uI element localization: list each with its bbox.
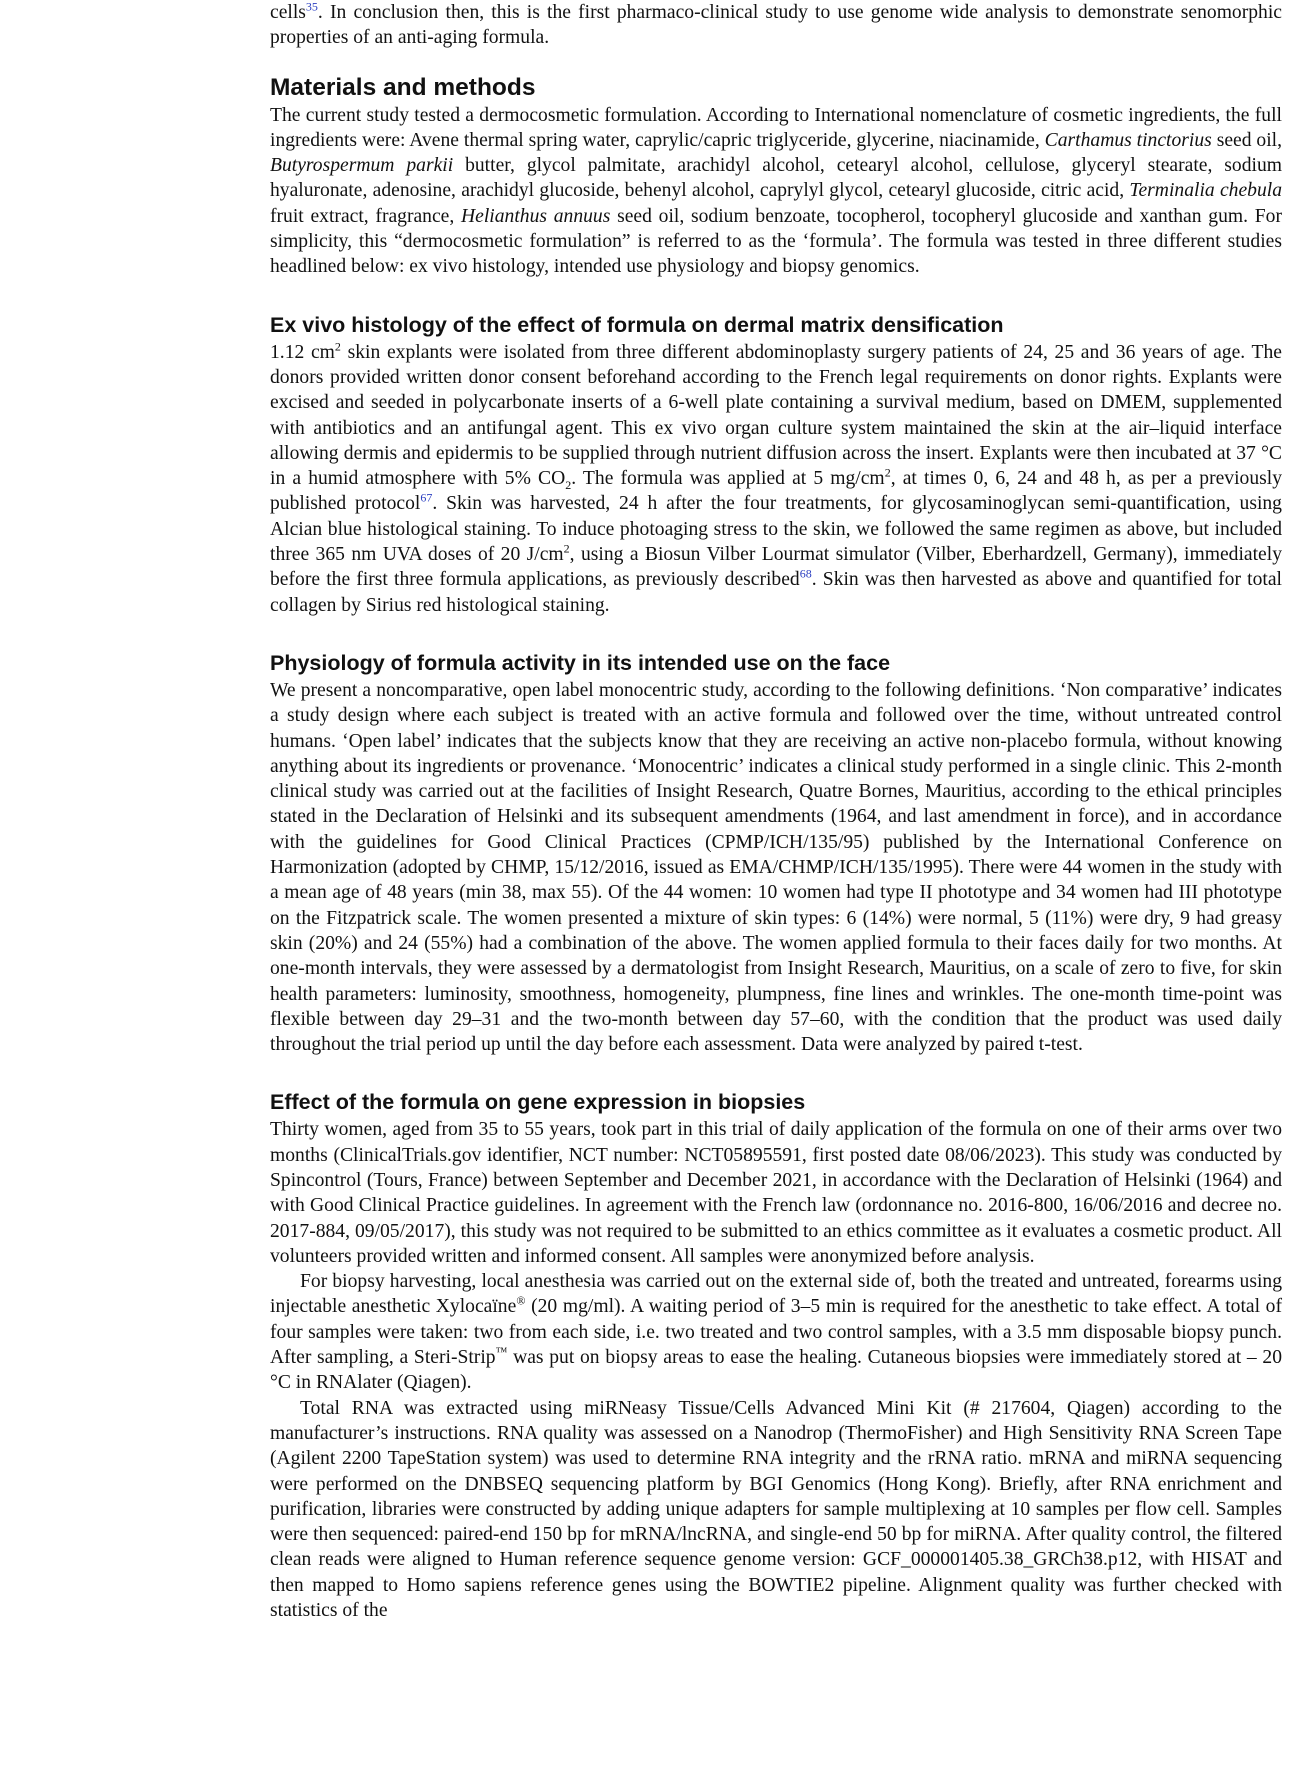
- exvivo-paragraph: [270, 340, 1282, 618]
- body-text: (20 mg/ml). A waiting period of 3–5 min is required for the anesthetic to take effect. A total of four samples were taken: two from each side, i.e. two treated and two control samples, with a 3.5 mm disposable biopsy punch. After sampling, a Steri-Strip: [270, 1296, 1283, 1369]
- physiology-paragraph: We present a noncomparative, open label monocentric study, according to the following definitions. ‘Non comparative’ indicates a study design where each subject is treated with an active formula and followed over the time, without untreated control humans. ‘Open label’ indicates that the subjects know that they are receiving an active non-placebo formula, without knowing anything about its ingredients or provenance. ‘Monocentric’ indicates a clinical study performed in a single clinic. This 2-month clinical study was carried out at the facilities of Insight Research, Quatre Bornes, Mauritius, according to the ethical principles stated in the Declaration of Helsinki and its subsequent amendments (1964, and last amendment in force), and in accordance with the guidelines for Good Clinical Practices (CPMP/ICH/135/95) published by the International Conference on Harmonization (adopted by CHMP, 15/12/2016, issued as EMA/CHMP/ICH/135/1995). There were 44 women in the study with a mean age of 48 years (min 38, max 55). Of the 44 women: 10 women had type II phototype and 34 women had III phototype on the Fitzpatrick scale. The women presented a mixture of skin types: 6 (14%) were normal, 5 (11%) were dry, 9 had greasy skin (20%) and 24 (55%) had a combination of the above. The women applied formula to their faces daily for two months. At one-month intervals, they were assessed by a dermatologist from Insight Research, Mauritius, on a scale of zero to five, for skin health parameters: luminosity, smoothness, homogeneity, plumpness, fine lines and wrinkles. The one-month time-point was flexible between day 29–31 and the two-month between day 57–60, with the condition that the product was used daily throughout the trial period up until the day before each assessment. Data were analyzed by paired t-test.: [270, 679, 1282, 1056]
- intro-word: cells: [270, 2, 306, 23]
- body-text: was put on biopsy areas to ease the healing. Cutaneous biopsies were immediately stored at – 20 °C in RNAlater (Qiagen).: [270, 1347, 1283, 1394]
- subscript: 2: [565, 478, 572, 493]
- section-heading-physiology: Physiology of formula activity in its intended use on the face: [270, 650, 891, 675]
- intro-paragraph: [270, 0, 1282, 51]
- registered-mark: ®: [516, 1293, 526, 1308]
- reference-link[interactable]: 68: [799, 566, 812, 581]
- superscript: 2: [563, 541, 570, 556]
- species-name: Butyrospermum parkii: [270, 155, 454, 177]
- body-text: The current study tested a dermocosmetic formulation. According to International nomenclature of cosmetic ingredients, the full ingredients were: Avene thermal spring water, caprylic/capric triglyceride, glycerine, niacinamide,: [270, 104, 1282, 151]
- body-text: For biopsy harvesting, local anesthesia was carried out on the external side of, both the treated and untreated, forearms using injectable anesthetic Xylocaïne: [270, 1271, 1282, 1318]
- paper-page: [270, 0, 1282, 1623]
- biopsies-paragraph-3: Total RNA was extracted using miRNeasy Tissue/Cells Advanced Mini Kit (# 217604, Qiagen) according to the manufacturer’s instructions. RNA quality was assessed on a Nanodrop (ThermoFisher) and High Sensitivity RNA Screen Tape (Agilent 2200 TapeStation system) was used to determine RNA integrity and the rRNA ratio. mRNA and miRNA sequencing were performed on the DNBSEQ sequencing platform by BGI Genomics (Hong Kong). Briefly, after RNA enrichment and purification, libraries were constructed by adding unique adapters for sample multiplexing at 10 samples per flow cell. Samples were then sequenced: paired-end 150 bp for mRNA/lncRNA, and single-end 50 bp for miRNA. After quality control, the filtered clean reads were aligned to Human reference sequence genome version: GCF_000001405.38_GRCh38.p12, with HISAT and then mapped to Homo sapiens reference genes using the BOWTIE2 pipeline. Alignment quality was further checked with statistics of the: [270, 1397, 1282, 1622]
- body-text: . Skin was harvested, 24 h after the four treatments, for glycosaminoglycan semi-quantification, using Alcian blue histological staining. To induce photoaging stress to the skin, we followed the same regimen as above, but included three 365 nm UVA doses of 20 J/cm: [270, 493, 1282, 566]
- body-text: . Skin was then harvested as above and quantified for total collagen by Sirius red histological staining.: [270, 569, 1282, 616]
- reference-link[interactable]: 35: [305, 0, 318, 14]
- section-heading-exvivo: Ex vivo histology of the effect of formula on dermal matrix densification: [270, 312, 1004, 337]
- section-heading-materials: Materials and methods: [270, 73, 536, 101]
- section-heading-biopsies: Effect of the formula on gene expression in biopsies: [270, 1090, 806, 1115]
- biopsies-paragraph-1: Thirty women, aged from 35 to 55 years, took part in this trial of daily application of the formula on one of their arms over two months (ClinicalTrials.gov identifier, NCT number: NCT05895591, first posted date 08/06/2023). This study was conducted by Spincontrol (Tours, France) between September and December 2021, in accordance with the Declaration of Helsinki (1964) and with Good Clinical Practice guidelines. In agreement with the French law (ordonnance no. 2016-800, 16/06/2016 and decree no. 2017-884, 09/05/2017), this study was not required to be submitted to an ethics committee as it evaluates a cosmetic product. All volunteers provided written and informed consent. All samples were anonymized before analysis.: [270, 1119, 1282, 1267]
- body-text: skin explants were isolated from three different abdominoplasty surgery patients of 24, 25 and 36 years of age. The donors provided written donor consent beforehand according to the French legal requirements on donor rights. Explants were excised and seeded in polycarbonate inserts of a 6-well plate containing a survival medium, based on DMEM, supplemented with antibiotics and an antifungal agent. This ex vivo organ culture system maintained the skin at the air–liquid interface allowing dermis and epidermis to be supplied through nutrient diffusion across the insert. Explants were then incubated at 37 °C in a humid atmosphere with 5% CO: [270, 341, 1282, 490]
- body-text: seed oil, sodium benzoate, tocopherol, tocopheryl glucoside and xanthan gum. For simplicity, this “dermocosmetic formulation” is referred to as the ‘formula’. The formula was tested in three different studies headlined below: ex vivo histology, intended use physiology and biopsy genomics.: [270, 205, 1282, 278]
- superscript: 2: [884, 465, 891, 480]
- body-text: . The formula was applied at 5 mg/cm: [571, 468, 885, 490]
- species-name: Terminalia chebula: [1129, 180, 1282, 202]
- biopsies-paragraph-2: [270, 1269, 1282, 1395]
- materials-paragraph: [270, 103, 1282, 280]
- reference-link[interactable]: 67: [420, 490, 433, 505]
- species-name: Carthamus tinctorius: [1044, 129, 1212, 151]
- body-text: fruit extract, fragrance,: [270, 205, 462, 227]
- body-text: seed oil,: [1211, 129, 1282, 151]
- trademark-mark: ™: [495, 1344, 508, 1359]
- body-text: 1.12 cm: [270, 341, 335, 363]
- body-text: , using a Biosun Vilber Lourmat simulator (Vilber, Eberhardzell, Germany), immediately before the first three formula applications, as previously described: [270, 544, 1282, 591]
- body-text: butter, glycol palmitate, arachidyl alcohol, cetearyl alcohol, cellulose, glyceryl stearate, sodium hyaluronate, adenosine, arachidyl glucoside, behenyl alcohol, caprylyl glycol, cetearyl glucoside, citric acid,: [270, 155, 1282, 202]
- body-text: , at times 0, 6, 24 and 48 h, as per a previously published protocol: [270, 468, 1283, 515]
- intro-text: . In conclusion then, this is the first pharmaco-clinical study to use genome wide analysis to demonstrate senomorphic properties of an anti-aging formula.: [270, 2, 1282, 49]
- superscript: 2: [334, 339, 341, 354]
- species-name: Helianthus annuus: [461, 205, 611, 227]
